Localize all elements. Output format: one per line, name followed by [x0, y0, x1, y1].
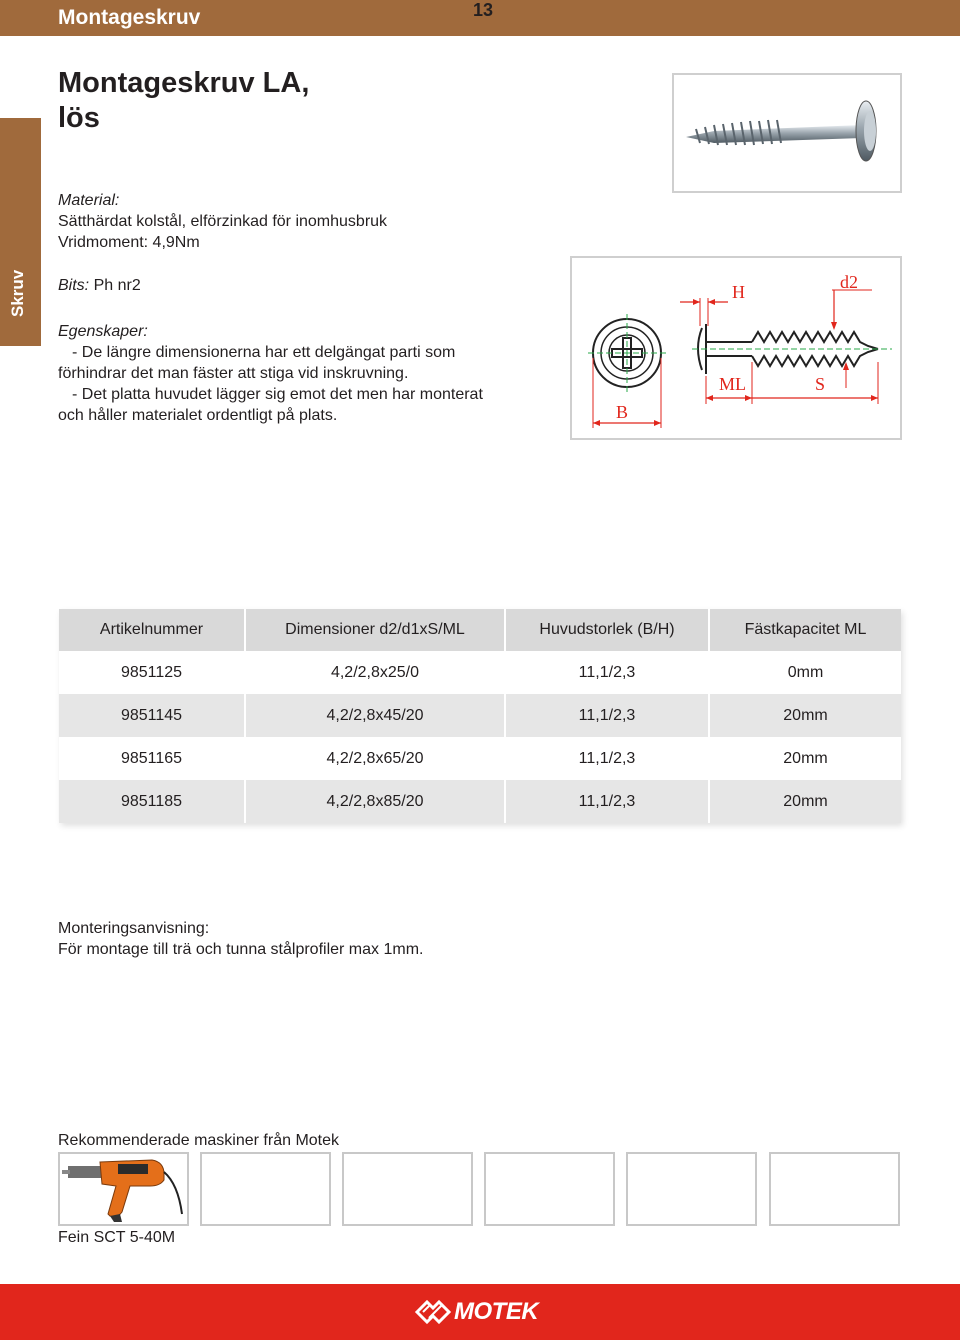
header-dimensions: Dimensioner d2/d1xS/ML	[245, 609, 505, 651]
cell-dimensions: 4,2/2,8x65/20	[245, 737, 505, 780]
machine-caption: Fein SCT 5-40M	[58, 1229, 176, 1246]
page-number: 13	[473, 0, 494, 20]
material-text: Sätthärdat kolstål, elförzinkad för inomhusbruk	[58, 213, 388, 230]
screw-diagram	[570, 256, 902, 440]
property2-line2: och håller materialet ordentligt på plats.	[58, 407, 338, 424]
header-capacity: Fästkapacitet ML	[709, 609, 901, 651]
cell-article: 9851165	[59, 737, 245, 780]
cell-article: 9851145	[59, 694, 245, 737]
cell-head-size: 11,1/2,3	[505, 651, 709, 694]
bits-label: Bits:	[58, 277, 90, 294]
motek-logo	[415, 1294, 538, 1330]
motek-logo-icon	[415, 1299, 451, 1325]
machine-box-empty	[769, 1152, 900, 1226]
property1-line2: förhindrar det man fäster att stiga vid inskruvning.	[58, 365, 409, 382]
table-row	[59, 737, 901, 780]
table-row	[59, 694, 901, 737]
screw-photo	[672, 73, 902, 193]
machine-box-empty	[484, 1152, 615, 1226]
cell-head-size: 11,1/2,3	[505, 780, 709, 823]
table-row	[59, 651, 901, 694]
cell-capacity: 0mm	[709, 651, 901, 694]
screw-image	[674, 75, 900, 191]
cell-head-size: 11,1/2,3	[505, 737, 709, 780]
side-tab	[0, 118, 41, 346]
cell-capacity: 20mm	[709, 780, 901, 823]
machine-box-empty	[626, 1152, 757, 1226]
header-article: Artikelnummer	[59, 609, 245, 651]
cell-dimensions: 4,2/2,8x85/20	[245, 780, 505, 823]
material-block	[58, 190, 387, 253]
spec-table	[59, 609, 901, 823]
dim-b-label: B	[616, 402, 629, 422]
product-title-line1: Montageskruv LA,	[58, 67, 310, 99]
property2-line1: - Det platta huvudet lägger sig emot det men har monterat	[72, 386, 483, 403]
table-header-row	[59, 609, 901, 651]
cell-dimensions: 4,2/2,8x45/20	[245, 694, 505, 737]
machine-box-empty	[342, 1152, 473, 1226]
cell-capacity: 20mm	[709, 737, 901, 780]
drill-image	[60, 1154, 187, 1224]
bits-line	[58, 275, 141, 296]
torque-text: Vridmoment: 4,9Nm	[58, 234, 200, 251]
mounting-block	[58, 918, 423, 960]
dim-h-label: H	[732, 282, 745, 302]
machines-heading: Rekommenderade maskiner från Motek	[58, 1132, 340, 1149]
bits-value: Ph nr2	[89, 277, 141, 294]
cell-dimensions: 4,2/2,8x25/0	[245, 651, 505, 694]
cell-article: 9851125	[59, 651, 245, 694]
cell-article: 9851185	[59, 780, 245, 823]
machine-box-empty	[200, 1152, 331, 1226]
top-bar	[0, 0, 960, 36]
table-row	[59, 780, 901, 823]
header-head-size: Huvudstorlek (B/H)	[505, 609, 709, 651]
dim-s-label: S	[815, 374, 826, 394]
product-title	[58, 66, 438, 136]
product-title-line2: lös	[58, 102, 100, 134]
dim-ml-label: ML	[719, 374, 746, 394]
property1-line1: - De längre dimensionerna har ett delgängat parti som	[72, 344, 456, 361]
side-tab-label: Skruv	[8, 269, 27, 317]
machine-fein-box[interactable]	[58, 1152, 189, 1226]
cell-capacity: 20mm	[709, 694, 901, 737]
dimension-drawing	[572, 258, 900, 438]
material-label: Material:	[58, 192, 120, 209]
cell-head-size: 11,1/2,3	[505, 694, 709, 737]
mounting-text: För montage till trä och tunna stålprofiler max 1mm.	[58, 941, 424, 958]
section-title: Montageskruv	[58, 6, 201, 29]
properties-block	[58, 321, 483, 426]
motek-logo-text: MOTEK	[454, 1298, 539, 1325]
properties-label: Egenskaper:	[58, 323, 148, 340]
footer-bar	[0, 1284, 960, 1340]
dim-d2-label: d2	[840, 272, 858, 292]
mounting-label: Monteringsanvisning:	[58, 920, 210, 937]
